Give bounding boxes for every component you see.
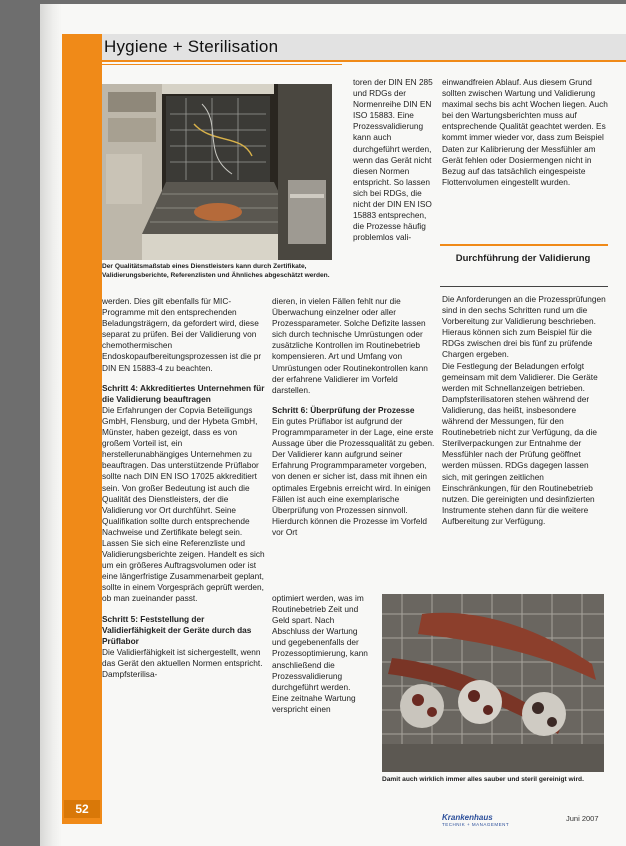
issue-date: Juni 2007	[566, 814, 599, 823]
heading-step-5: Schritt 5: Feststellung der Validierfähigkeit der Geräte durch das Prüflabor	[102, 613, 252, 646]
column-2-top	[353, 77, 439, 252]
paragraph: werden. Dies gilt ebenfalls für MIC-Programme mit den entsprechenden Beladungsträgern, da gefordert wird, diese separat zu prüfen. Bei der Validierung von chemothermischen Endoskopaufbereitungsprozessen ist die pr DIN EN 15883-4 zu beachten.	[102, 296, 262, 373]
header-thin-rule	[102, 64, 342, 65]
heading-step-6: Schritt 6: Überprüfung der Prozesse	[272, 404, 415, 415]
paragraph: dieren, in vielen Fällen fehlt nur die Überwachung einzelner oder aller Prozessparameter. Solche Defizite lassen sich durch technische Umrüstungen oder zusätzliche Kontrollen im Routinebetrieb kompensieren. Art und Umfang von Umrüstungen oder Routinekontrollen kann der erfahrene Validierer im Vorfeld darstellen.	[272, 296, 428, 395]
section-title: Hygiene + Sterilisation	[104, 37, 279, 56]
photo-washer-disinfector	[102, 84, 332, 260]
column-1	[102, 296, 268, 689]
page-spine-shadow	[40, 4, 62, 846]
paragraph: Die Festlegung der Beladungen erfolgt gemeinsam mit dem Validierer. Die Geräte werden mit Schnellanzeigen betrieben. Dampfsterilisatoren stehen während der Validierung, das heißt, insbesondere während der Messungen, für den Routinebetrieb nicht zur Verfügung, da die Sterilverpackungen zur Entnahme der Messfühler nach der Prüfung geöffnet werden müssen. RDGs dagegen lassen sich, mit geringen zeitlichen Einschränkungen, für den Routinebetrieb nutzen. Die gereinigten und desinfizierten Instrumente stehen dann für die weitere Aufbereitung zur Verfügung.	[442, 360, 598, 526]
magazine-logo: Krankenhaus	[442, 813, 493, 822]
photo-bottom-caption: Damit auch wirklich immer alles sauber und steril gereinigt wird.	[382, 776, 584, 783]
paragraph: Ein gutes Prüflabor ist aufgrund der Programmparameter in der Lage, eine erste Aussage über die Prozessqualität zu geben. Der Validierer kann aufgrund seiner Erfahrung Programmparameter vorgeben, von denen er sicher ist, dass mit ihnen ein optimales Ergebnis erreicht wird. In einigen Fällen ist auch eine exemplarische Überprüfung von Prozessen sinnvoll. Hierdurch können die Prozesse im Vorfeld vor Ort	[272, 415, 435, 537]
paragraph: Die Anforderungen an die Prozessprüfungen sind in den sechs Schritten rund um die Vorbereitung zur Validierung beschrieben. Hieraus können sich zum Beispiel für die RDGs zwischen drei bis fünf zu prüfende Chargen ergeben.	[442, 294, 606, 360]
magazine-page	[40, 4, 626, 846]
header-orange-rule	[102, 60, 626, 62]
paragraph: optimiert werden, was im Routinebetrieb Zeit und Geld spart. Nach Abschluss der Wartung und gegebenenfalls der Prozessoptimierung, kann anschließend die Prozessvalidierung durchgeführt werden. Eine zeitnahe Wartung verspricht einen	[272, 593, 368, 714]
column-2-narrow	[272, 593, 368, 724]
subhead-validation: Durchführung der Validierung	[455, 253, 591, 264]
page-number: 52	[64, 800, 100, 818]
paragraph: einwandfreien Ablauf. Aus diesem Grund sollten zwischen Wartung und Validierung maximal sechs bis acht Wochen liegen. Auch bei den Wartungsberichten muss auf entsprechende Qualität geachtet werden. Es kommt immer wieder vor, dass zum Beispiel Daten zur Kalibrierung der Messfühler am Gerät fehlen oder Dosiermengen nicht in Bezug auf das tatsächlich eingespeiste Flottenvolumen eingestellt wurden.	[442, 77, 608, 187]
heading-step-4: Schritt 4: Akkreditiertes Unternehmen für die Validierung beauftragen	[102, 382, 265, 404]
paragraph: Die Erfahrungen der Copvia Beteiligungs GmbH, Flensburg, und der Hybeta GmbH, Münster, haben gezeigt, dass es von großem Vorteil ist, ein herstellerunabhängiges Unternehmen zu beauftragen. Das unterstützende Prüflabor sollte nach DIN EN ISO 17025 akkreditiert sein. Von großer Bedeutung ist auch die Qualität des Dienstleisters, der die Validierung vor Ort durchführt. Seine Qualifikation sollte durch entsprechende Nachweise und Zertifikate belegt sein. Lassen Sie sich eine Referenzliste und Validierungsberichte zeigen. Handelt es sich um ein größeres Auftragsvolumen oder ist eine längerfristige Zusammenarbeit geplant, sollte in einem Vorgespräch geprüft werden, ob man zueinander passt.	[102, 404, 265, 604]
subhead-rule-bottom	[440, 286, 608, 287]
photo-instrument-basket	[382, 594, 604, 772]
column-3	[442, 77, 608, 197]
paragraph: toren der DIN EN 285 und RDGs der Normenreihe DIN EN ISO 15883. Eine Prozessvalidierung kann auch durchgeführt werden, wenn das Gerät nicht diesen Normen entspricht. So lassen sich bei RDGs, die nicht der DIN EN ISO 15883 entsprechen, die Prozesse häufig problemlos vali-	[353, 77, 433, 243]
orange-margin-band	[62, 34, 102, 824]
column-2	[272, 296, 438, 538]
column-3-lower	[442, 294, 608, 536]
magazine-logo-subtitle: TECHNIK + MANAGEMENT	[442, 822, 510, 827]
photo-top-caption: Der Qualitätsmaßstab eines Dienstleisters kann durch Zertifikate, Validierungsberichte, Referenzlisten und Ähnliches abgeschätzt werden.	[102, 263, 330, 279]
paragraph: Die Validierfähigkeit ist sichergestellt, wenn das Gerät den aktuellen Normen entspricht. Dampfsterilisa-	[102, 646, 263, 679]
subhead-rule-top	[440, 244, 608, 246]
